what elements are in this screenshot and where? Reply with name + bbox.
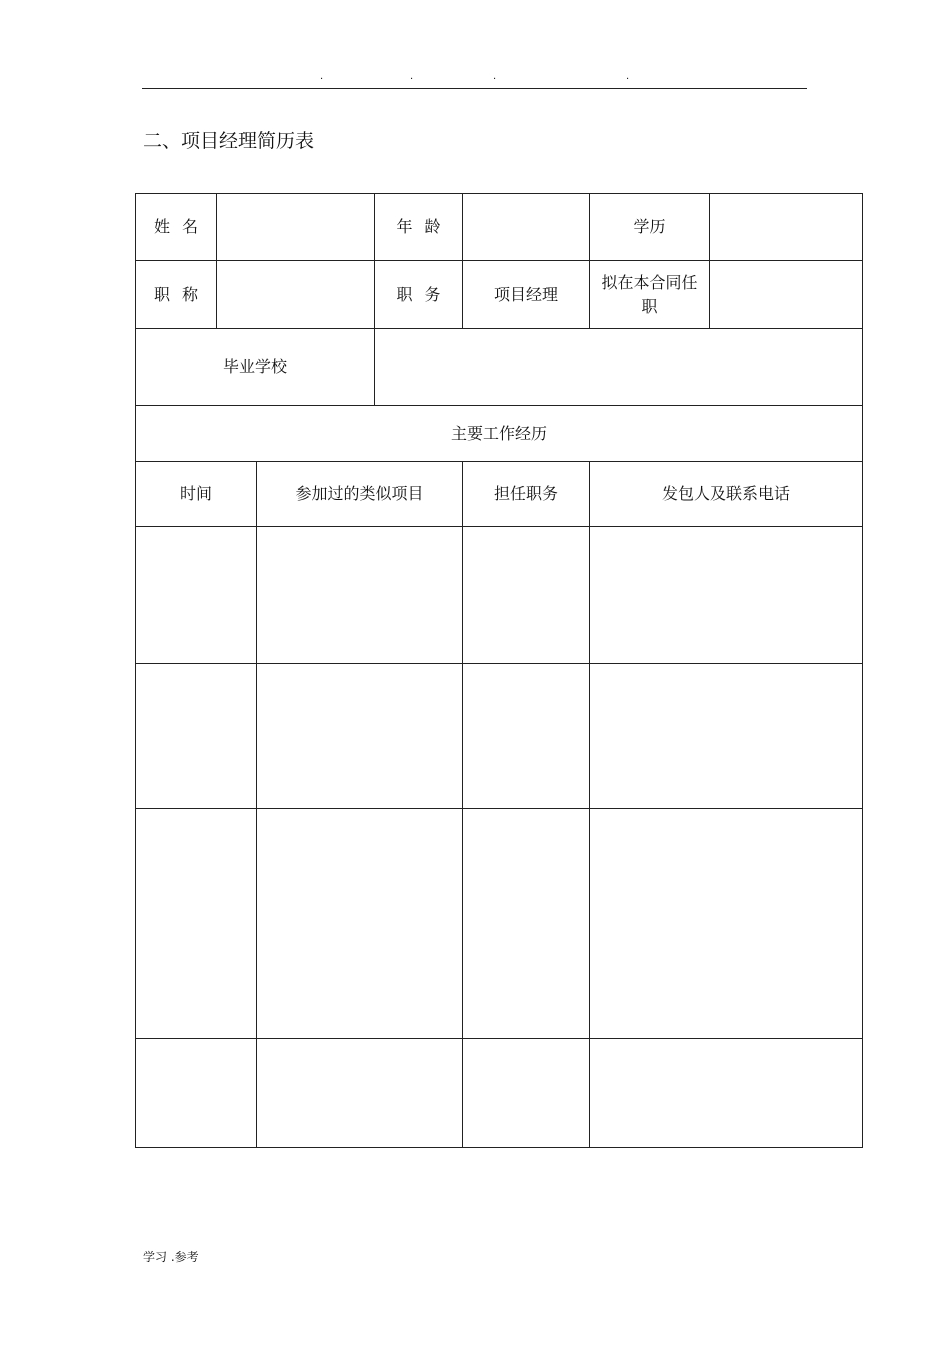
column-header-time: 时间 — [136, 462, 257, 527]
employer-cell[interactable] — [590, 527, 863, 664]
header-rule — [142, 88, 807, 89]
time-cell[interactable] — [136, 664, 257, 809]
table-row — [136, 664, 863, 809]
table-row — [136, 527, 863, 664]
role-cell[interactable] — [463, 809, 590, 1039]
role-cell[interactable] — [463, 664, 590, 809]
table-row — [136, 261, 863, 329]
name-value-cell[interactable] — [217, 194, 375, 261]
time-cell[interactable] — [136, 809, 257, 1039]
column-header-employer: 发包人及联系电话 — [590, 462, 863, 527]
column-header-role: 担任职务 — [463, 462, 590, 527]
role-cell[interactable] — [463, 527, 590, 664]
contract-role-label — [590, 261, 710, 329]
project-cell[interactable] — [257, 527, 463, 664]
time-cell[interactable] — [136, 1039, 257, 1148]
contract-role-label-text: 拟在本合同任职 — [601, 272, 698, 316]
table-row — [136, 1039, 863, 1148]
header-dot: . — [320, 71, 324, 82]
contract-role-value-cell[interactable] — [710, 261, 863, 329]
project-cell[interactable] — [257, 809, 463, 1039]
employer-cell[interactable] — [590, 1039, 863, 1148]
table-row — [136, 194, 863, 261]
school-label: 毕业学校 — [136, 329, 375, 406]
table-row — [136, 406, 863, 462]
name-label: 姓名 — [136, 194, 217, 261]
position-label: 职务 — [375, 261, 463, 329]
age-value-cell[interactable] — [463, 194, 590, 261]
position-value: 项目经理 — [463, 261, 590, 329]
project-cell[interactable] — [257, 1039, 463, 1148]
table-row — [136, 809, 863, 1039]
role-cell[interactable] — [463, 1039, 590, 1148]
resume-table — [135, 193, 863, 1148]
experience-heading: 主要工作经历 — [136, 406, 863, 462]
table-header-row — [136, 462, 863, 527]
school-value-cell[interactable] — [375, 329, 863, 406]
header-dot: . — [626, 71, 630, 82]
employer-cell[interactable] — [590, 664, 863, 809]
page-title: 二、项目经理简历表 — [143, 130, 315, 152]
education-value-cell[interactable] — [710, 194, 863, 261]
employer-cell[interactable] — [590, 809, 863, 1039]
age-label: 年龄 — [375, 194, 463, 261]
table-row — [136, 329, 863, 406]
header-dots — [142, 70, 807, 84]
header-dot: . — [410, 71, 414, 82]
project-cell[interactable] — [257, 664, 463, 809]
title-label: 职称 — [136, 261, 217, 329]
header-dot: . — [493, 71, 497, 82]
education-label: 学历 — [590, 194, 710, 261]
time-cell[interactable] — [136, 527, 257, 664]
title-value-cell[interactable] — [217, 261, 375, 329]
column-header-projects: 参加过的类似项目 — [257, 462, 463, 527]
footer-text: 学习 .参考 — [143, 1250, 199, 1264]
